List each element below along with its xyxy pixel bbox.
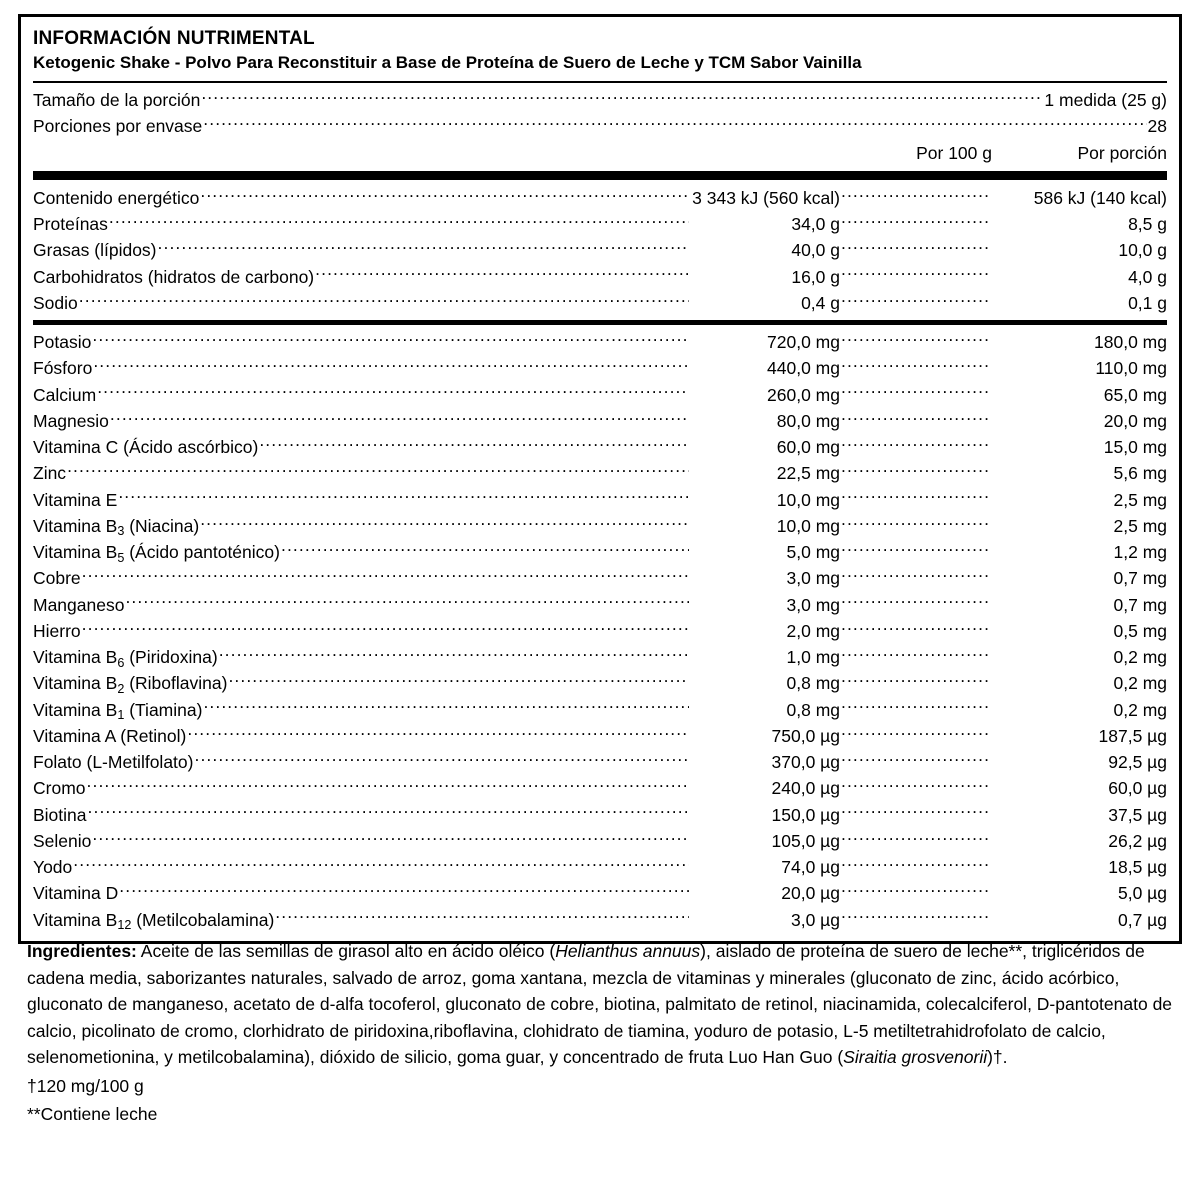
ingredients-block xyxy=(27,938,1177,1127)
leader-dots xyxy=(118,488,689,506)
ingredients-paragraph xyxy=(27,938,1177,1071)
nutrient-value-per-serving: 1,2 mg xyxy=(1113,542,1167,563)
ingredients-text-3: )†. xyxy=(987,1047,1008,1068)
ingredients-text-2: ), aislado de proteína de suero de leche**, triglicéridos de cadena media, saborizantes naturales, salvado de arroz, goma xantana, mezcla de vitaminas y minerales (gluconato de zinc, ácido acórbico, gluconato de manganeso, acetato de d-alfa tocoferol, gluconato de cobre, biotina, palmitato de retinol, niacinamida, colecalciferol, D-pantotenato de calcio, picolinato de cromo, clorhidrato de piridoxina,riboflavina, clohidrato de tiamina, yoduro de potasio, L-5 metiltetrahidrofolato de calcio, selenometionina, y metilcobalamina), dióxido de silicio, goma guar, y concentrado de fruta Luo Han Guo ( xyxy=(27,941,1173,1068)
nutrient-value-per-serving: 110,0 mg xyxy=(1095,358,1167,379)
leader-dots xyxy=(119,882,689,900)
micros-section xyxy=(33,329,1167,933)
leader-dots xyxy=(82,619,689,637)
nutrient-value-per-serving: 0,2 mg xyxy=(1113,673,1167,694)
ingredients-heading: Ingredientes: xyxy=(27,941,137,961)
footnote-allergen: **Contiene leche xyxy=(27,1104,158,1125)
nutrient-value-per-serving: 37,5 µg xyxy=(1108,804,1167,825)
divider-under-title xyxy=(33,81,1167,83)
leader-dots-secondary xyxy=(841,357,991,375)
nutrient-value-per-serving: 0,2 mg xyxy=(1113,647,1167,668)
nutrient-value-per-100g: 720,0 mg xyxy=(767,332,840,353)
serving-size-row xyxy=(33,87,1167,113)
nutrient-label: Vitamina $B_1$ (Tiamina) xyxy=(33,699,203,723)
nutrient-label: Vitamina $B_6$ (Piridoxina) xyxy=(33,647,218,670)
nutrient-label: Sodio xyxy=(33,292,78,313)
leader-dots xyxy=(88,803,689,821)
leader-dots-secondary xyxy=(841,646,991,664)
leader-dots xyxy=(200,514,689,532)
nutrient-row xyxy=(33,749,1167,775)
leader-dots xyxy=(73,856,689,874)
nutrient-value-per-100g: 20,0 µg xyxy=(781,883,840,904)
nutrient-row xyxy=(33,802,1167,828)
panel-title: INFORMACIÓN NUTRIMENTAL xyxy=(33,28,315,49)
nutrient-label: Proteínas xyxy=(33,214,108,235)
nutrient-value-per-serving: 0,1 g xyxy=(1128,292,1167,313)
nutrient-row xyxy=(33,697,1167,723)
nutrient-value-per-serving: 5,6 mg xyxy=(1113,463,1167,484)
nutrient-value-per-100g: 0,8 mg xyxy=(786,699,840,720)
leader-dots-secondary xyxy=(841,803,991,821)
nutrient-value-per-100g: 105,0 µg xyxy=(771,830,840,851)
leader-dots xyxy=(203,698,689,716)
nutrient-value-per-serving: 2,5 mg xyxy=(1113,515,1167,536)
leader-dots xyxy=(67,462,689,480)
nutrient-label: Potasio xyxy=(33,332,92,353)
footnote-dagger: †120 mg/100 g xyxy=(27,1075,144,1096)
nutrient-label: Vitamina $B_3$ (Niacina) xyxy=(33,515,200,539)
serving-size-value: 1 medida (25 g) xyxy=(1044,89,1167,110)
nutrient-value-per-100g: 34,0 g xyxy=(791,214,840,235)
nutrient-label: Vitamina C (Ácido ascórbico) xyxy=(33,437,259,458)
nutrient-value-per-serving: 10,0 g xyxy=(1118,240,1167,261)
nutrient-value-per-100g: 10,0 mg xyxy=(776,489,840,510)
nutrient-value-per-serving: 18,5 µg xyxy=(1108,857,1167,878)
ingredients-text-1: Aceite de las semillas de girasol alto en ácido oléico ( xyxy=(136,941,556,961)
nutrient-row xyxy=(33,487,1167,513)
leader-dots-secondary xyxy=(841,619,991,637)
nutrient-row xyxy=(33,408,1167,434)
nutrient-row xyxy=(33,907,1167,933)
nutrient-row xyxy=(33,775,1167,801)
nutrient-row xyxy=(33,723,1167,749)
nutrient-label: Folato (L-Metilfolato) xyxy=(33,752,194,773)
nutrient-label: Cobre xyxy=(33,568,81,589)
nutrient-row xyxy=(33,539,1167,565)
nutrient-row xyxy=(33,828,1167,854)
nutrient-value-per-serving: 8,5 g xyxy=(1128,214,1167,235)
nutrient-value-per-serving: 26,2 µg xyxy=(1108,830,1167,851)
leader-dots xyxy=(281,541,689,559)
leader-dots xyxy=(93,357,689,375)
nutrient-row xyxy=(33,565,1167,591)
leader-dots xyxy=(97,383,689,401)
nutrient-value-per-100g: 440,0 mg xyxy=(767,358,840,379)
nutrition-facts-panel xyxy=(18,14,1182,944)
nutrient-row xyxy=(33,185,1167,211)
nutrient-row xyxy=(33,644,1167,670)
leader-dots-secondary xyxy=(841,186,991,204)
macros-section xyxy=(33,185,1167,316)
leader-dots-secondary xyxy=(841,751,991,769)
nutrient-value-per-100g: 750,0 µg xyxy=(771,725,840,746)
leader-dots-secondary xyxy=(841,829,991,847)
nutrient-value-per-serving: 15,0 mg xyxy=(1103,437,1167,458)
leader-dots-secondary xyxy=(841,882,991,900)
leader-dots xyxy=(79,291,689,309)
nutrient-value-per-100g: 74,0 µg xyxy=(781,857,840,878)
panel-subtitle: Ketogenic Shake - Polvo Para Reconstituir a Base de Proteína de Suero de Leche y TCM Sabor Vainilla xyxy=(33,52,862,72)
leader-dots xyxy=(125,593,689,611)
nutrient-label: Zinc xyxy=(33,463,67,484)
leader-dots xyxy=(194,751,689,769)
leader-dots-secondary xyxy=(841,593,991,611)
leader-dots-secondary xyxy=(841,291,991,309)
leader-dots-secondary xyxy=(841,541,991,559)
nutrient-label: Manganeso xyxy=(33,594,125,615)
nutrient-value-per-serving: 60,0 µg xyxy=(1108,778,1167,799)
nutrient-row xyxy=(33,237,1167,263)
leader-dots-secondary xyxy=(841,331,991,349)
column-headers xyxy=(33,139,1167,166)
servings-per-container-value: 28 xyxy=(1147,116,1167,137)
nutrient-value-per-serving: 65,0 mg xyxy=(1103,384,1167,405)
leader-dots-secondary xyxy=(841,698,991,716)
nutrient-row xyxy=(33,618,1167,644)
leader-dots xyxy=(87,777,689,795)
leader-dots xyxy=(109,213,689,231)
nutrient-value-per-serving: 586 kJ (140 kcal) xyxy=(1033,187,1167,208)
nutrient-value-per-serving: 187,5 µg xyxy=(1098,725,1167,746)
ingredients-italic-1: Helianthus annuus xyxy=(555,941,701,961)
leader-dots xyxy=(200,186,689,204)
nutrient-label: Vitamina E xyxy=(33,489,118,510)
leader-dots-secondary xyxy=(841,239,991,257)
nutrient-label: Biotina xyxy=(33,804,87,825)
leader-dots-secondary xyxy=(841,436,991,454)
servings-per-container-label: Porciones por envase xyxy=(33,116,203,137)
leader-dots-secondary xyxy=(841,265,991,283)
nutrient-value-per-100g: 0,4 g xyxy=(801,292,840,313)
leader-dots xyxy=(110,409,689,427)
nutrient-value-per-100g: 3,0 µg xyxy=(790,909,840,930)
leader-dots xyxy=(158,239,689,257)
nutrient-value-per-100g: 80,0 mg xyxy=(776,410,840,431)
leader-dots xyxy=(203,115,1146,133)
column-header-per-100g: Por 100 g xyxy=(916,143,992,164)
nutrient-value-per-serving: 0,5 mg xyxy=(1113,620,1167,641)
leader-dots xyxy=(259,436,689,454)
leader-dots-secondary xyxy=(841,567,991,585)
nutrient-label: Carbohidratos (hidratos de carbono) xyxy=(33,266,315,287)
serving-size-label: Tamaño de la porción xyxy=(33,89,201,110)
leader-dots-secondary xyxy=(841,672,991,690)
nutrient-value-per-serving: 92,5 µg xyxy=(1108,752,1167,773)
nutrient-value-per-serving: 2,5 mg xyxy=(1113,489,1167,510)
nutrient-row xyxy=(33,382,1167,408)
leader-dots-secondary xyxy=(841,409,991,427)
leader-dots xyxy=(228,672,689,690)
leader-dots-secondary xyxy=(841,856,991,874)
nutrient-row xyxy=(33,355,1167,381)
ingredients-italic-2: Siraitia grosvenorii xyxy=(843,1047,988,1068)
leader-dots xyxy=(92,331,689,349)
nutrient-label: Vitamina $B_2$ (Riboflavina) xyxy=(33,673,228,696)
nutrient-label: Vitamina $B_{12}$ (Metilcobalamina) xyxy=(33,909,275,933)
nutrient-value-per-100g: 240,0 µg xyxy=(771,778,840,799)
nutrient-value-per-100g: 370,0 µg xyxy=(771,752,840,773)
nutrient-value-per-serving: 4,0 g xyxy=(1128,266,1167,287)
nutrient-row xyxy=(33,460,1167,486)
nutrient-value-per-serving: 0,7 mg xyxy=(1113,594,1167,615)
nutrient-value-per-100g: 2,0 mg xyxy=(786,620,840,641)
nutrient-label: Vitamina D xyxy=(33,883,119,904)
nutrient-row xyxy=(33,854,1167,880)
nutrient-value-per-100g: 3,0 mg xyxy=(786,594,840,615)
nutrient-value-per-100g: 60,0 mg xyxy=(776,437,840,458)
divider-between-sections xyxy=(33,320,1167,325)
leader-dots-secondary xyxy=(841,213,991,231)
nutrient-label: Fósforo xyxy=(33,358,93,379)
nutrient-label: Magnesio xyxy=(33,410,109,431)
nutrient-value-per-serving: 180,0 mg xyxy=(1094,332,1167,353)
leader-dots xyxy=(92,829,689,847)
nutrient-row xyxy=(33,670,1167,696)
servings-per-container-row xyxy=(33,113,1167,139)
leader-dots xyxy=(315,265,689,283)
nutrient-label: Cromo xyxy=(33,778,86,799)
nutrient-row xyxy=(33,434,1167,460)
leader-dots-secondary xyxy=(841,383,991,401)
nutrient-row xyxy=(33,329,1167,355)
nutrient-row xyxy=(33,592,1167,618)
leader-dots-secondary xyxy=(841,488,991,506)
nutrient-row xyxy=(33,264,1167,290)
nutrient-value-per-100g: 3,0 mg xyxy=(786,568,840,589)
nutrient-label: Vitamina A (Retinol) xyxy=(33,725,187,746)
nutrient-value-per-serving: 5,0 µg xyxy=(1117,883,1167,904)
nutrient-value-per-100g: 5,0 mg xyxy=(786,542,840,563)
nutrient-label: Yodo xyxy=(33,857,73,878)
leader-dots xyxy=(187,724,689,742)
nutrient-value-per-serving: 0,2 mg xyxy=(1113,699,1167,720)
nutrient-value-per-100g: 16,0 g xyxy=(791,266,840,287)
leader-dots-secondary xyxy=(841,724,991,742)
nutrient-value-per-serving: 0,7 µg xyxy=(1117,909,1167,930)
nutrient-row xyxy=(33,513,1167,539)
nutrient-value-per-100g: 260,0 mg xyxy=(767,384,840,405)
nutrient-value-per-100g: 1,0 mg xyxy=(786,647,840,668)
nutrient-row xyxy=(33,211,1167,237)
leader-dots xyxy=(201,88,1043,106)
nutrient-label: Hierro xyxy=(33,620,81,641)
nutrient-label: Grasas (lípidos) xyxy=(33,240,157,261)
nutrient-value-per-100g: 3 343 kJ (560 kcal) xyxy=(692,187,840,208)
leader-dots-secondary xyxy=(841,462,991,480)
nutrient-value-per-100g: 10,0 mg xyxy=(776,515,840,536)
nutrient-label: Contenido energético xyxy=(33,187,200,208)
nutrient-row xyxy=(33,290,1167,316)
nutrient-label: Calcium xyxy=(33,384,97,405)
leader-dots xyxy=(82,567,689,585)
nutrient-value-per-100g: 150,0 µg xyxy=(771,804,840,825)
nutrient-value-per-100g: 40,0 g xyxy=(791,240,840,261)
leader-dots-secondary xyxy=(841,514,991,532)
nutrient-value-per-100g: 0,8 mg xyxy=(786,673,840,694)
leader-dots-secondary xyxy=(841,777,991,795)
divider-above-macros xyxy=(33,171,1167,180)
nutrient-value-per-serving: 20,0 mg xyxy=(1103,410,1167,431)
nutrient-value-per-serving: 0,7 mg xyxy=(1113,568,1167,589)
leader-dots xyxy=(275,908,689,926)
nutrient-row xyxy=(33,880,1167,906)
nutrient-label: Vitamina $B_5$ (Ácido pantoténico) xyxy=(33,542,280,565)
leader-dots xyxy=(219,646,689,664)
nutrient-value-per-100g: 22,5 mg xyxy=(776,463,840,484)
column-header-per-serving: Por porción xyxy=(1077,143,1167,164)
leader-dots-secondary xyxy=(841,908,991,926)
nutrient-label: Selenio xyxy=(33,830,92,851)
